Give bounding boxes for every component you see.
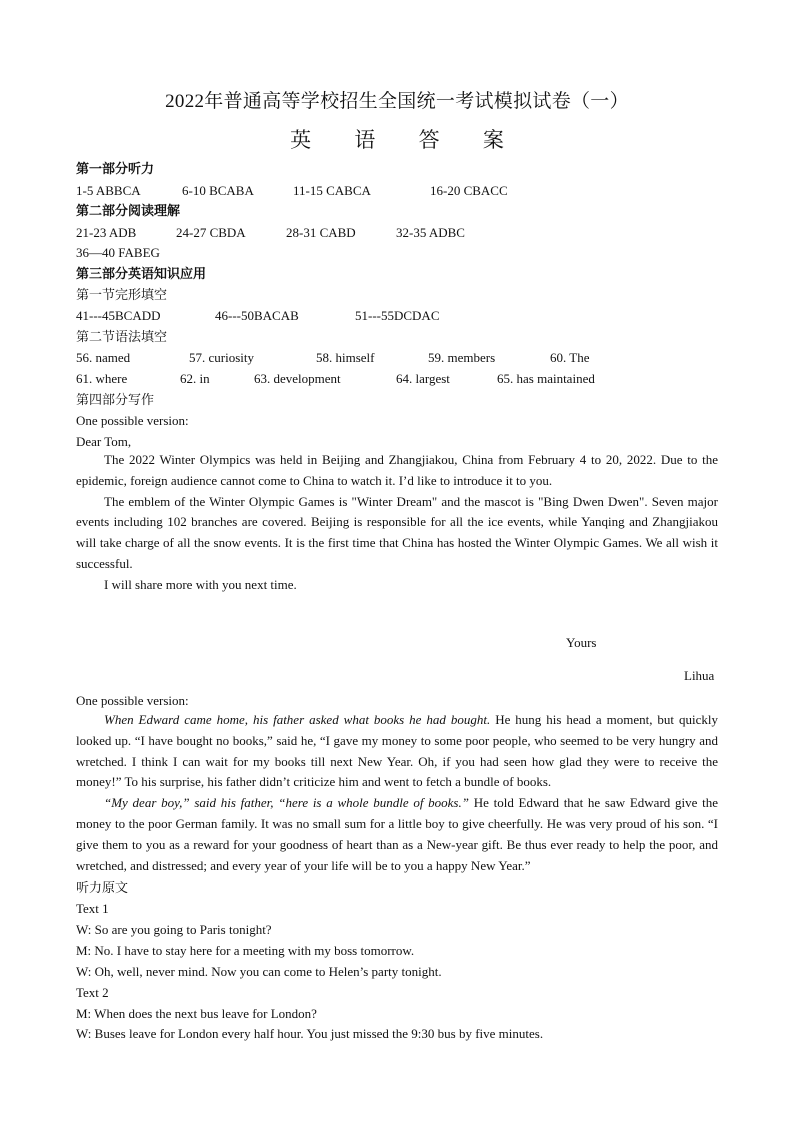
story-text: He told Edward that he saw Edward give the money to the poor German family. It was no small sum for a little boy to give cheerfully. He was very proud of his son. “I give them to you as a reward for your goodness of heart than as a New-year gift. Be thus ever ready to help the poor, and wretched, and distressed; and every year of your life will be to you a happy New Year.” bbox=[76, 795, 718, 873]
dialogue-line: M: When does the next bus leave for London? bbox=[76, 1006, 317, 1021]
letter-paragraph: The 2022 Winter Olympics was held in Beijing and Zhangjiakou, China from February 4 to 20, 2022. Due to the epidemic, foreign audience cannot come to China to watch it. I’d like to introduce it to you. bbox=[76, 452, 718, 488]
AI: 56. named bbox=[76, 350, 131, 365]
letter-closing: Yours bbox=[566, 635, 597, 650]
letter-body bbox=[76, 450, 718, 596]
page-title: 2022年普通高等学校招生全国统一考试模拟试卷（一） bbox=[165, 91, 629, 112]
text1-label: Text 1 bbox=[76, 901, 109, 916]
section1-heading: 第一节完形填空 bbox=[76, 287, 168, 302]
AI: 58. himself bbox=[316, 350, 375, 365]
AI: 65. has maintained bbox=[497, 371, 595, 386]
dialogue-line: W: Buses leave for London every half hour. You just missed the 9:30 bus by five minutes. bbox=[76, 1026, 544, 1041]
version-label: One possible version: bbox=[76, 693, 189, 708]
part2-answers-row bbox=[76, 224, 736, 241]
grammar-answers-row-2 bbox=[76, 370, 736, 387]
dialogue-line: W: Oh, well, never mind. Now you can come to Helen’s party tonight. bbox=[76, 964, 442, 979]
story-paragraph bbox=[76, 793, 718, 876]
AI: 61. where bbox=[76, 371, 128, 386]
text2-label: Text 2 bbox=[76, 985, 109, 1000]
part3-heading: 第三部分英语知识应用 bbox=[76, 266, 207, 281]
AI: 57. curiosity bbox=[189, 350, 254, 365]
AI: 24-27 CBDA bbox=[176, 225, 246, 240]
AI: 51---55DCDAC bbox=[355, 308, 440, 323]
story-body bbox=[76, 710, 718, 876]
grammar-answers-row-1 bbox=[76, 349, 736, 366]
AI: 59. members bbox=[428, 350, 496, 365]
page-subtitle: 英 语 答 案 bbox=[290, 128, 504, 152]
letter-paragraph: The emblem of the Winter Olympic Games is "Winter Dream" and the mascot is "Bing Dwen Dwen". Seven major events including 102 branches are covered. Beijing is responsible for all the ice events, while Yanqing and Zhangjiakou will take charge of all the snow events. It is the first time that China has hosted the Winter Olympic Games. We all wish it successful. bbox=[76, 493, 718, 571]
story-paragraph bbox=[76, 710, 718, 793]
part1-heading: 第一部分听力 bbox=[76, 161, 155, 176]
letter-paragraph: I will share more with you next time. bbox=[104, 576, 297, 592]
AI: 11-15 CABCA bbox=[293, 183, 371, 198]
letter-signature: Lihua bbox=[684, 668, 715, 683]
AI: 1-5 ABBCA bbox=[76, 183, 141, 198]
part4-heading: 第四部分写作 bbox=[76, 392, 155, 407]
story-italic-opening: When Edward came home, his father asked what books he had bought. bbox=[104, 712, 491, 727]
dialogue-line: M: No. I have to stay here for a meeting with my boss tomorrow. bbox=[76, 943, 415, 958]
AI: 32-35 ADBC bbox=[396, 225, 465, 240]
AI: 46---50BACAB bbox=[215, 308, 299, 323]
AI: 28-31 CABD bbox=[286, 225, 356, 240]
AI: 6-10 BCABA bbox=[182, 183, 254, 198]
letter-greeting: Dear Tom, bbox=[76, 434, 132, 449]
part2-heading: 第二部分阅读理解 bbox=[76, 203, 181, 218]
AI: 63. development bbox=[254, 371, 341, 386]
AI: 16-20 CBACC bbox=[430, 183, 508, 198]
dialogue-line: W: So are you going to Paris tonight? bbox=[76, 922, 272, 937]
AI: 62. in bbox=[180, 371, 210, 386]
story-italic-opening: “My dear boy,” said his father, “here is a whole bundle of books.” bbox=[104, 795, 469, 811]
AI: 64. largest bbox=[396, 371, 450, 386]
AI: 36—40 FABEG bbox=[76, 245, 160, 260]
transcript-heading: 听力原文 bbox=[76, 880, 129, 895]
AI: 41---45BCADD bbox=[76, 308, 161, 323]
AI: 60. The bbox=[550, 350, 590, 365]
part1-answers-row bbox=[76, 182, 736, 199]
section2-heading: 第二节语法填空 bbox=[76, 329, 168, 344]
version-label: One possible version: bbox=[76, 413, 189, 428]
story-text: He hung his head a moment, but quickly looked up. “I have bought no books,” said he, “I gave my money to some poor people, who seemed to be very hungry and wretched. I think I can wait for my books till next New Year. Oh, if you had seen how glad they were to receive the money!” To his surprise, his father didn’t criticize him and went to fetch a bundle of books. bbox=[76, 712, 718, 790]
cloze-answers-row bbox=[76, 307, 736, 324]
AI: 21-23 ADB bbox=[76, 225, 137, 240]
